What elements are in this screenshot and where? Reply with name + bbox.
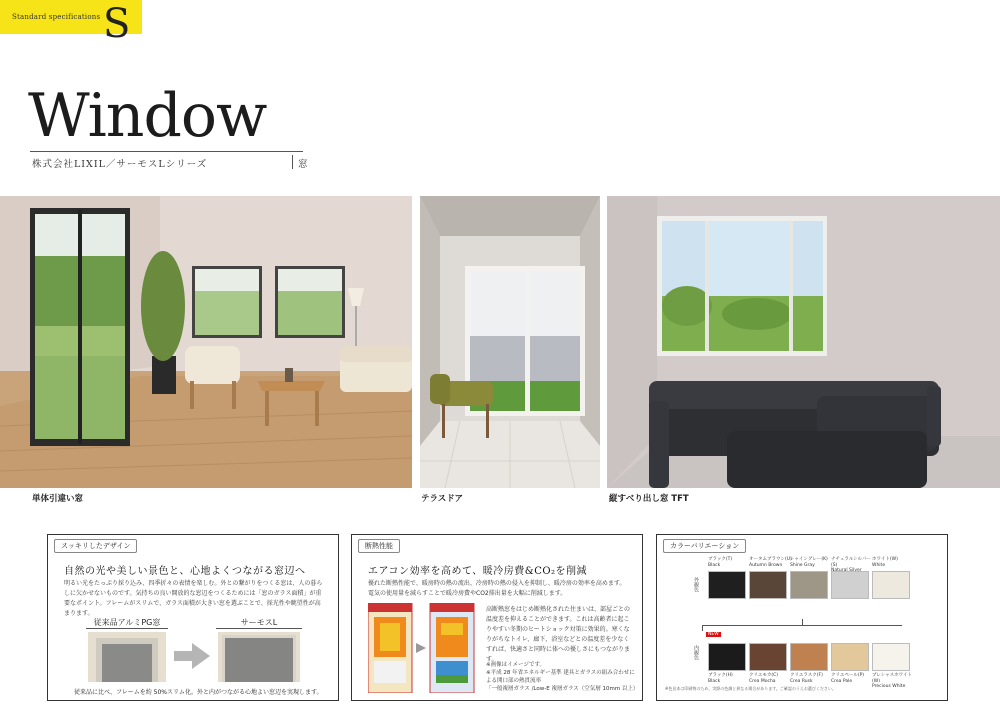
interior-color-label: 内観色 <box>693 645 699 660</box>
tag-text: Standard specifications <box>12 13 101 21</box>
interior-color-label <box>708 673 752 684</box>
title-divider <box>30 151 303 152</box>
panel-footer-note: 従来品に比べ、フレームを約 50%スリム化。外と内がつながる心地よい窓辺を実現します。 <box>74 689 323 696</box>
compare-new-rule <box>216 628 302 629</box>
compare-old-label: 従来品アルミPG窓 <box>93 618 161 627</box>
interior-color-swatch <box>708 643 746 671</box>
panel-tag: カラーバリエーション <box>663 539 746 553</box>
panel-body: 優れた断熱性能で、暖房時の熱の流出、冷房時の熱の侵入を抑制し、暖冷房の効率を高めます。電気の使用量を減らすことで暖冷房費やCO2排出量を大幅に削減します。 <box>368 580 626 597</box>
interior-color-label <box>749 673 793 684</box>
panel-heading: 自然の光や美しい景色と、心地よくつながる窓辺へ <box>64 566 306 577</box>
interior-color-swatch <box>872 643 910 671</box>
caption-vertical-sliding-window: 縦すべり出し窓 TFT <box>609 494 689 504</box>
exterior-color-swatch <box>790 571 828 599</box>
thermal-comparison-image <box>368 603 478 693</box>
panel-tag: スッキリしたデザイン <box>54 539 137 553</box>
color-name-en: Black <box>708 678 721 684</box>
color-name-jp: ナチュラルシルバー(S) <box>831 557 871 568</box>
exterior-color-label <box>749 557 793 568</box>
caption-terrace-door: テラスドア <box>421 494 463 504</box>
interior-color-label <box>831 673 875 684</box>
color-name-jp: オータムブラウン(U) <box>749 557 792 562</box>
photo-living-room <box>0 196 412 488</box>
exterior-color-swatch <box>708 571 746 599</box>
color-name-jp: クリエモカ(C) <box>749 673 779 678</box>
color-name-jp: シャイングレー(K) <box>790 557 828 562</box>
color-name-jp: クリエラスク(F) <box>790 673 823 678</box>
caption-single-sliding-window: 単体引違い窓 <box>32 494 84 504</box>
color-name-jp: ブラック(H) <box>708 673 733 678</box>
panel-color-variations <box>656 534 948 701</box>
interior-color-label <box>872 673 916 690</box>
tree-connector <box>702 625 902 626</box>
page-title: Window <box>28 81 267 151</box>
compare-old-rule <box>86 628 168 629</box>
exterior-color-swatch <box>872 571 910 599</box>
color-name-en: Black <box>708 562 721 568</box>
thermal-note-3: 「一般複層ガラス /Low-E 複層ガラス（空気層 10mm 以上） <box>486 686 639 692</box>
color-name-en: Precious White <box>872 684 906 689</box>
tree-connector <box>702 625 703 631</box>
color-name-en: White <box>872 562 886 568</box>
new-frame-image <box>218 632 300 682</box>
color-name-en: Crea Rusk <box>790 678 813 684</box>
panel-thermal-performance <box>351 534 643 701</box>
color-footnote: ※色見本は印刷物のため、実際の色調と異なる場合があります。ご確認のうえお選びください。 <box>665 686 836 691</box>
interior-color-swatch <box>790 643 828 671</box>
arrow-right-icon <box>174 643 210 669</box>
panel-body: 明るい光をたっぷり採り込み、四季折々の表情を楽しむ。外との繋がりをつくる窓は、人の暮らしに欠かせないものです。気持ちの良い開放的な窓辺をつくるためには「窓のガラス面積」が重要なポイント。フレームがスリムで、ガラス面積が大きい窓を選ぶことで、採光性や眺望性が高まります。 <box>64 580 323 617</box>
thermal-note-1: ※画像はイメージです。 <box>486 662 546 668</box>
panel-heading: エアコン効率を高めて、暖冷房費&CO₂を削減 <box>368 566 588 577</box>
color-name-jp: ブラック(T) <box>708 557 733 562</box>
color-name-en: Autumn Brown <box>749 562 783 568</box>
panel-tag: 断熱性能 <box>358 539 400 553</box>
photo-terrace-door <box>420 196 600 488</box>
color-name-en: Shine Gray <box>790 562 815 568</box>
color-name-jp: プレシャスホワイト(W) <box>872 673 912 684</box>
color-name-jp: ホワイト(W) <box>872 557 898 562</box>
color-name-en: Crea Pale <box>831 678 853 684</box>
subtitle-divider <box>292 155 293 169</box>
color-name-en: Crea Mocha <box>749 678 776 684</box>
exterior-color-label <box>872 557 916 568</box>
interior-color-swatch <box>831 643 869 671</box>
subtitle-category: 窓 <box>298 159 308 170</box>
exterior-color-swatch <box>831 571 869 599</box>
interior-color-label <box>790 673 834 684</box>
panel-slim-design <box>47 534 339 701</box>
old-frame-image <box>88 632 166 682</box>
interior-color-swatch <box>749 643 787 671</box>
exterior-color-swatch <box>749 571 787 599</box>
exterior-color-label <box>708 557 752 568</box>
standard-spec-tag <box>0 0 142 47</box>
new-badge: NEW <box>708 632 719 637</box>
thermal-note-2: ※平成 28 年省エネルギー基準 建具とガラスの組み合わせによる開口部の熱貫流率 <box>486 670 635 684</box>
color-name-jp: クリエペール(P) <box>831 673 865 678</box>
compare-new-label: サーモスL <box>240 618 278 627</box>
thermal-detail: 高断熱窓をはじめ断熱化された住まいは、部屋ごとの温度差を抑えることができます。これは高齢者に起こりやすい冬期のヒートショック対策に効果的。寒くなりがちなトイレ、廊下、浴室などとの温度差を少なくすれば、快適さと同時に体への優しさにもつながります。 <box>486 606 631 663</box>
thermal-notes <box>486 661 639 693</box>
exterior-color-label <box>790 557 834 568</box>
tree-connector <box>802 619 803 625</box>
tag-letter: S <box>103 1 131 47</box>
photo-sofa-room <box>607 196 1000 488</box>
exterior-color-label: 外観色 <box>693 577 699 592</box>
page-subtitle: 株式会社LIXIL／サーモスLシリーズ <box>32 159 208 170</box>
